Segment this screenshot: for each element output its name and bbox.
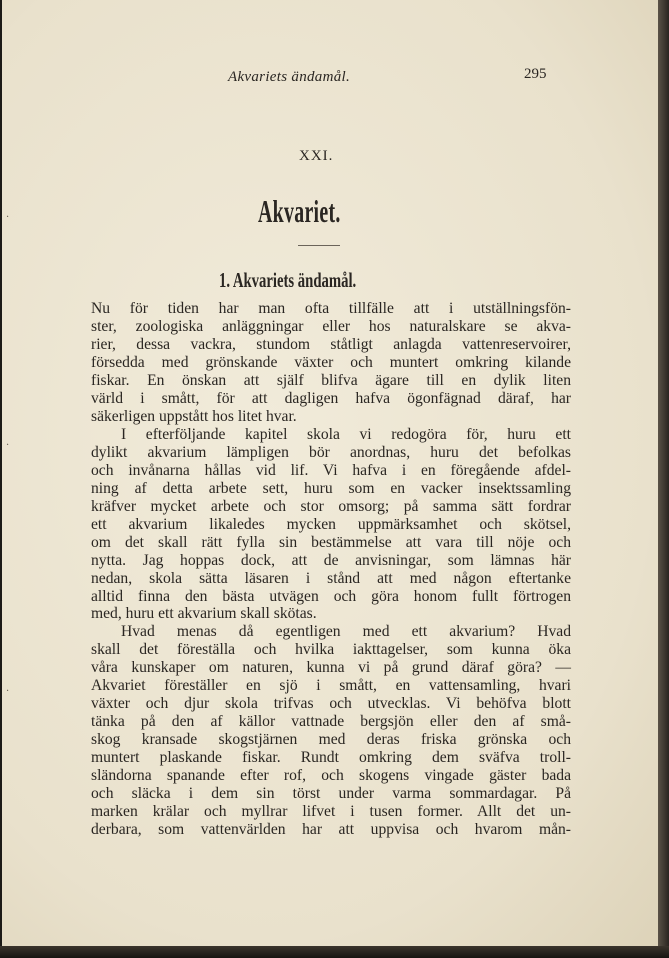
text-line: ett akvarium likaledes mycken uppmärksamhet och skötsel, xyxy=(91,515,571,533)
text-line: Akvariet föreställer en sjö i smått, en vattensamling, hvari xyxy=(91,677,571,695)
text-line: om det skall rätt fylla sin bestämmelse att vara till nöje och xyxy=(91,533,571,551)
page-number: 295 xyxy=(524,66,547,82)
text-line: dylikt akvarium lämpligen bör anordnas, huru det befolkas xyxy=(91,443,571,461)
text-line: I efterföljande kapitel skola vi redogöra för, huru ett xyxy=(121,425,571,443)
text-line: med, huru ett akvarium skall skötas. xyxy=(91,605,317,623)
margin-speck: · xyxy=(6,686,10,697)
text-line: säkerligen uppstått hos litet hvar. xyxy=(91,407,297,425)
page-edge-right xyxy=(658,0,669,958)
text-line: växter och djur skola trifvas och utvecklas. Vi behöfva blott xyxy=(91,695,571,713)
text-line: marken krälar och myllrar lifvet i tusen former. Allt det un- xyxy=(91,803,571,821)
text-line: Hvad menas då egentligen med ett akvarium? Hvad xyxy=(121,623,571,641)
margin-speck: · xyxy=(6,440,10,451)
text-line: och invånarna hållas vid lif. Vi hafva i en föregående afdel- xyxy=(91,461,571,479)
text-line: rier, dessa vackra, stundom ståtligt anlagda vattenreservoirer, xyxy=(91,335,571,353)
book-page xyxy=(2,0,658,946)
text-line: muntert plaskande fiskar. Rundt omkring dem sväfva troll- xyxy=(91,749,571,767)
text-line: kräfver mycket arbete och stor omsorg; på samma sätt fordrar xyxy=(91,497,571,515)
margin-speck: · xyxy=(6,212,10,223)
text-line: alltid finna den bästa utvägen och göra honom fullt förtrogen xyxy=(91,587,571,605)
text-line: ster, zoologiska anläggningar eller hos naturalskare se akva- xyxy=(91,317,571,335)
text-line: värld i smått, för att dagligen hafva ögonfägnad däraf, har xyxy=(91,389,571,407)
text-line: nytta. Jag hoppas dock, att de anvisningar, som lämnas här xyxy=(91,551,571,569)
body-text xyxy=(91,300,571,839)
text-line: våra kunskaper om naturen, kunna vi på grund däraf göra? — xyxy=(91,659,571,677)
text-line: och släcka i dem sin törst under varma sommardagar. På xyxy=(91,785,571,803)
text-line: fiskar. En önskan att själf blifva ägare till en dylik liten xyxy=(91,371,571,389)
chapter-number: XXI. xyxy=(299,148,334,164)
running-head: Akvariets ändamål. xyxy=(228,69,351,85)
text-line: nedan, skola sätta läsaren i stånd att med någon eftertanke xyxy=(91,569,571,587)
text-line: försedda med grönskande växter och muntert omkring kilande xyxy=(91,353,571,371)
section-title: 1. Akvariets ändamål. xyxy=(219,268,357,292)
text-line: skog kransade skogstjärnen med deras friska grönska och xyxy=(91,731,571,749)
text-line: ning af detta arbete sett, huru som en vacker insektssamling xyxy=(91,479,571,497)
text-line: derbara, som vattenvärlden har att uppvisa och hvarom mån- xyxy=(91,821,571,839)
chapter-title: Akvariet. xyxy=(258,193,341,229)
title-divider xyxy=(298,245,340,246)
text-line: skall det föreställa och hvilka iakttagelser, som kunna öka xyxy=(91,641,571,659)
text-line: Nu för tiden har man ofta tillfälle att i utställningsfön- xyxy=(91,300,571,317)
text-line: sländorna spanande efter rof, och skogens vingade gäster bada xyxy=(91,767,571,785)
page-edge-bottom xyxy=(0,946,669,958)
text-line: tänka på den af källor vattnade bergsjön eller den af små- xyxy=(91,713,571,731)
